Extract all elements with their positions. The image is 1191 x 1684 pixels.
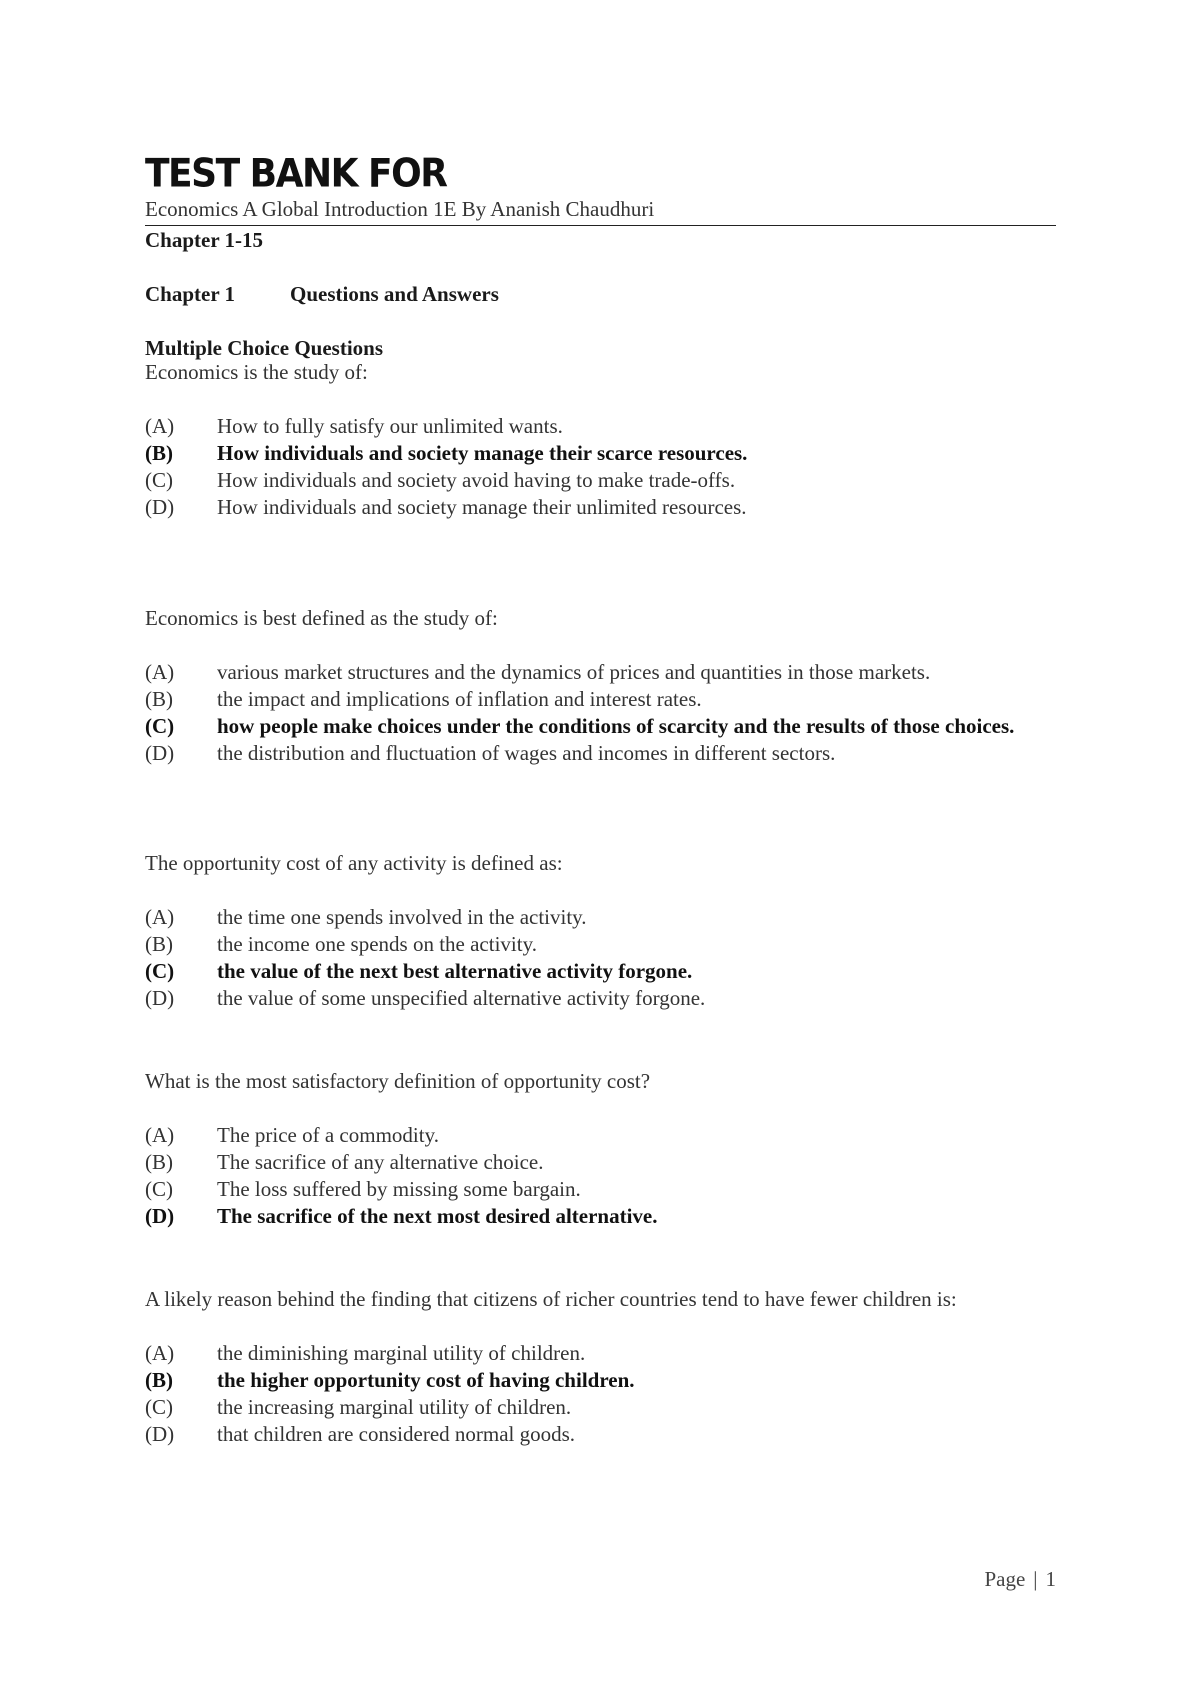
option-text: the value of the next best alternative activity forgone. (217, 959, 693, 983)
question-stem: Economics is best defined as the study of: (145, 606, 498, 630)
option-text: the increasing marginal utility of children. (217, 1395, 572, 1419)
option-a (145, 1122, 1056, 1149)
option-letter: (B) (145, 932, 173, 956)
option-letter: (D) (145, 741, 175, 765)
question-5 (145, 1286, 1056, 1448)
header-rule (145, 225, 1056, 226)
option-b (145, 931, 1056, 958)
chapter-name: Chapter 1 (145, 282, 236, 306)
question-stem: Economics is the study of: (145, 360, 368, 384)
question-2 (145, 605, 1056, 767)
option-text: The sacrifice of the next most desired alternative. (217, 1204, 658, 1228)
question-stem: A likely reason behind the finding that citizens of richer countries tend to have fewer children is: (145, 1287, 957, 1311)
banner-title: TEST BANK FOR (145, 152, 447, 197)
page-footer (984, 1567, 1056, 1592)
option-letter: (C) (145, 1395, 173, 1419)
option-letter: (B) (145, 687, 173, 711)
option-letter: (B) (145, 441, 173, 465)
option-a (145, 1340, 1056, 1367)
option-a (145, 659, 1056, 686)
option-c (145, 1394, 1056, 1421)
option-text: How individuals and society manage their scarce resources. (217, 441, 748, 465)
question-stem: What is the most satisfactory definition of opportunity cost? (145, 1069, 651, 1093)
option-letter: (A) (145, 1341, 175, 1365)
option-c-correct (145, 713, 1056, 740)
option-text: The sacrifice of any alternative choice. (217, 1150, 544, 1174)
option-letter: (A) (145, 1123, 175, 1147)
option-b (145, 686, 1056, 713)
chapter-heading-text: Questions and Answers (290, 282, 499, 306)
option-a (145, 904, 1056, 931)
option-text: the income one spends on the activity. (217, 932, 537, 956)
option-c-correct (145, 958, 1056, 985)
option-text: How individuals and society avoid having to make trade-offs. (217, 468, 736, 492)
book-subtitle: Economics A Global Introduction 1E By Ananish Chaudhuri (145, 197, 655, 221)
option-c (145, 1176, 1056, 1203)
option-text: various market structures and the dynamics of prices and quantities in those markets. (217, 660, 931, 684)
option-letter: (A) (145, 905, 175, 929)
option-d (145, 985, 1056, 1012)
question-3 (145, 850, 1056, 1012)
option-text: How to fully satisfy our unlimited wants. (217, 414, 563, 438)
page-number: 1 (1045, 1567, 1056, 1591)
option-letter: (A) (145, 414, 175, 438)
option-b-correct (145, 440, 1056, 467)
question-stem: The opportunity cost of any activity is defined as: (145, 851, 563, 875)
option-d-correct (145, 1203, 1056, 1230)
option-text: The price of a commodity. (217, 1123, 439, 1147)
question-1 (145, 359, 1056, 521)
option-b (145, 1149, 1056, 1176)
document-page (145, 0, 1056, 1684)
option-letter: (D) (145, 1204, 175, 1228)
option-c (145, 467, 1056, 494)
option-letter: (B) (145, 1368, 173, 1392)
option-d (145, 740, 1056, 767)
option-a (145, 413, 1056, 440)
option-text: the distribution and fluctuation of wages and incomes in different sectors. (217, 741, 836, 765)
page-separator: | (1033, 1567, 1038, 1591)
option-letter: (A) (145, 660, 175, 684)
option-text: the impact and implications of inflation and interest rates. (217, 687, 702, 711)
option-text: the diminishing marginal utility of children. (217, 1341, 586, 1365)
option-letter: (B) (145, 1150, 173, 1174)
option-d (145, 1421, 1056, 1448)
section-title: Multiple Choice Questions (145, 336, 384, 360)
option-text: how people make choices under the conditions of scarcity and the results of those choices. (217, 714, 1015, 738)
option-text: the higher opportunity cost of having children. (217, 1368, 635, 1392)
option-letter: (C) (145, 714, 175, 738)
option-letter: (D) (145, 495, 175, 519)
option-letter: (C) (145, 468, 173, 492)
question-4 (145, 1068, 1056, 1230)
chapter-range: Chapter 1-15 (145, 228, 264, 252)
option-d (145, 494, 1056, 521)
option-letter: (C) (145, 959, 175, 983)
option-text: How individuals and society manage their unlimited resources. (217, 495, 747, 519)
page-label: Page (984, 1567, 1026, 1591)
option-text: that children are considered normal goods. (217, 1422, 576, 1446)
option-text: the value of some unspecified alternative activity forgone. (217, 986, 706, 1010)
option-letter: (C) (145, 1177, 173, 1201)
option-text: The loss suffered by missing some bargain. (217, 1177, 581, 1201)
option-b-correct (145, 1367, 1056, 1394)
chapter-heading (145, 282, 499, 307)
option-text: the time one spends involved in the activity. (217, 905, 587, 929)
option-letter: (D) (145, 1422, 175, 1446)
option-letter: (D) (145, 986, 175, 1010)
